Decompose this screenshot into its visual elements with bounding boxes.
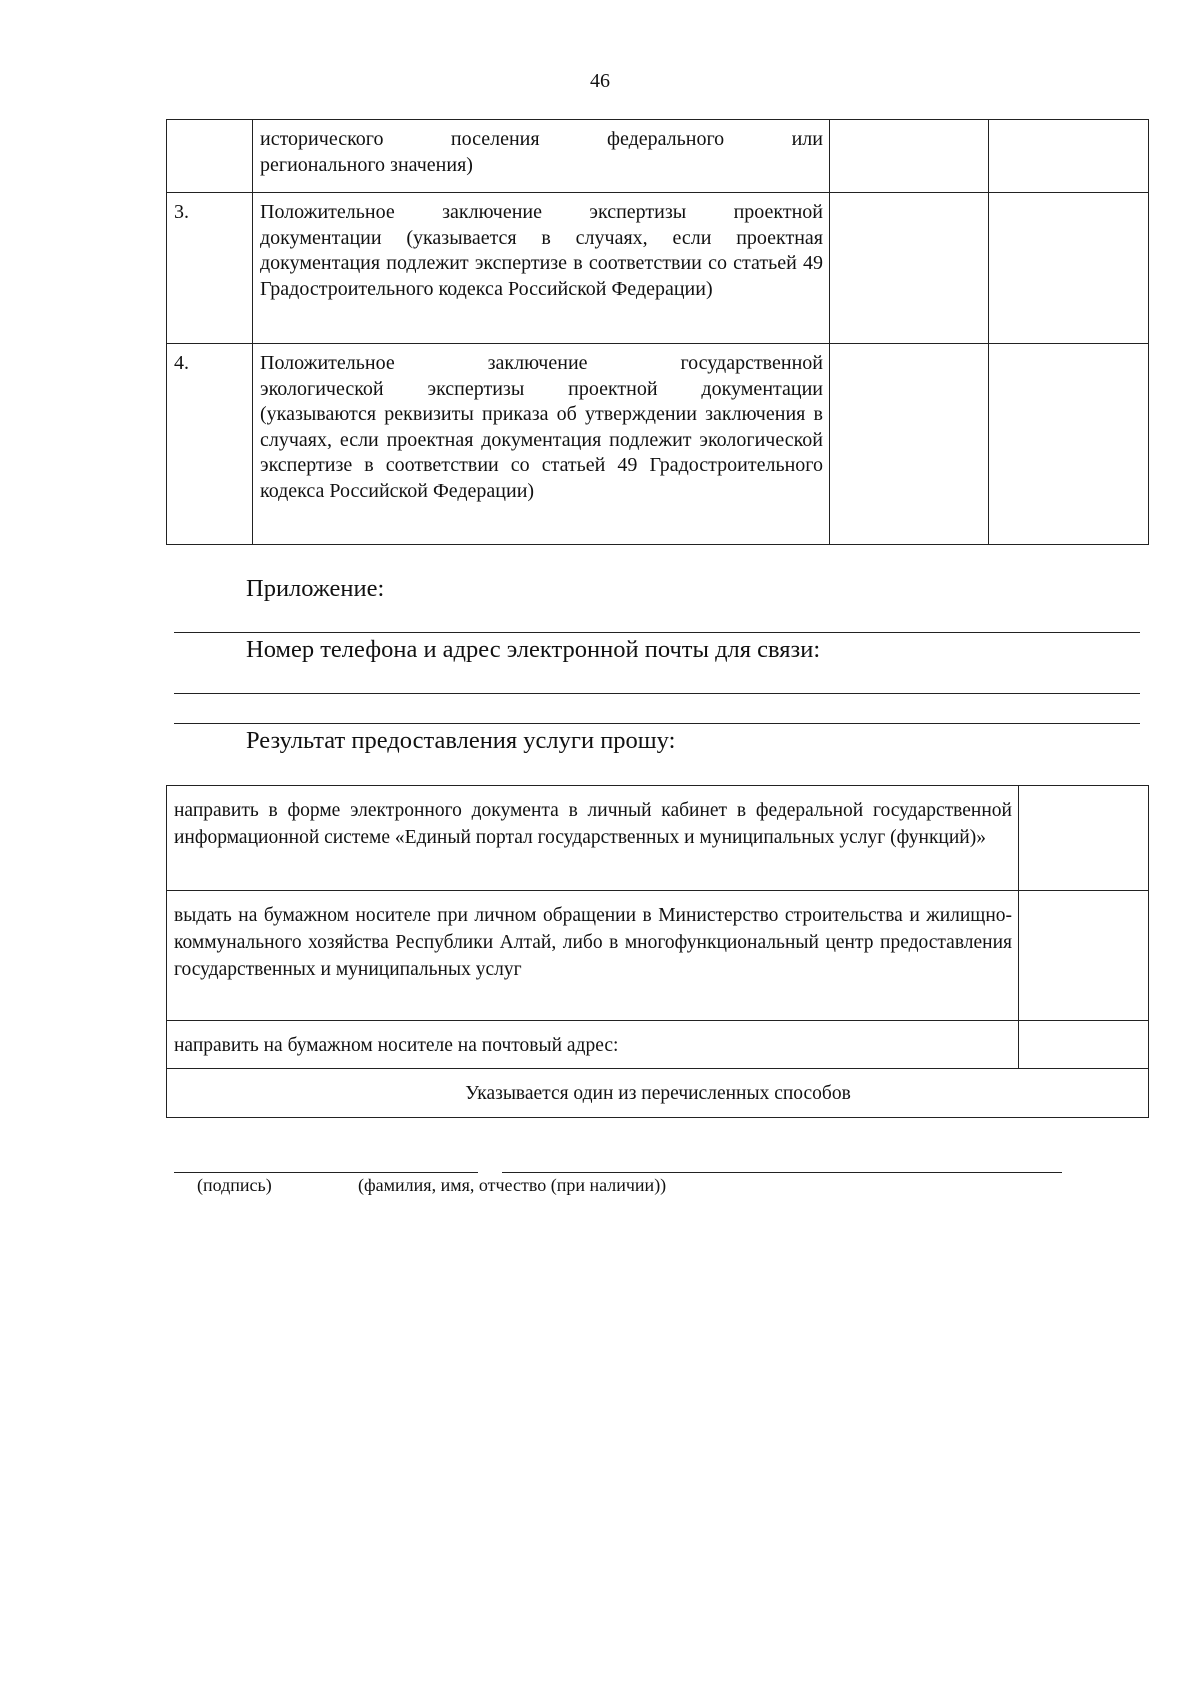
contact-label: Номер телефона и адрес электронной почты для связи: xyxy=(246,636,821,663)
option-checkbox[interactable] xyxy=(1019,1021,1149,1069)
description-rest: документации (указывается в случаях, если проектная документация подлежит экспертизе в соответствии со статьей 49 Градостроительного кодекса Российской Федерации) xyxy=(260,226,823,300)
row-number: 3. xyxy=(167,193,253,344)
table-row xyxy=(167,891,1149,1021)
page-number: 46 xyxy=(590,70,610,92)
row-number xyxy=(167,120,253,193)
table-row xyxy=(167,1021,1149,1069)
option-text-epgu: направить в форме электронного документа в личный кабинет в федеральной государственной информационной системе «Единый портал государственных и муниципальных услуг (функций)» xyxy=(167,786,1019,891)
documents-table xyxy=(166,119,1149,545)
signature-line[interactable] xyxy=(174,1172,478,1173)
result-note: Указывается один из перечисленных способов xyxy=(167,1069,1149,1118)
attachment-label: Приложение: xyxy=(246,575,385,602)
contact-line[interactable] xyxy=(174,693,1140,694)
full-name-caption: (фамилия, имя, отчество (при наличии)) xyxy=(358,1175,667,1195)
contact-line-2[interactable] xyxy=(174,723,1140,724)
result-options-table xyxy=(166,785,1149,1118)
signature-caption: (подпись) xyxy=(197,1175,272,1195)
result-request-label: Результат предоставления услуги прошу: xyxy=(246,727,676,754)
description-first-line: исторического поселения федерального или xyxy=(260,128,823,150)
document-field[interactable] xyxy=(830,344,989,545)
document-description xyxy=(253,120,830,193)
description-rest: регионального значения) xyxy=(260,153,473,176)
table-row xyxy=(167,193,1149,344)
option-checkbox[interactable] xyxy=(1019,891,1149,1021)
description-rest: экологической экспертизы проектной документации (указываются реквизиты приказа об утверждении заключения в случаях, если проектная документация подлежит экологической экспертизе в соответствии со статьей 49 Градостроительного кодекса Российской Федерации) xyxy=(260,377,823,502)
option-text-in-person: выдать на бумажном носителе при личном обращении в Министерство строительства и жилищно-коммунального хозяйства Республики Алтай, либо в многофункциональный центр предоставления государственных и муниципальных услуг xyxy=(167,891,1019,1021)
table-row xyxy=(167,120,1149,193)
table-row xyxy=(167,1069,1149,1118)
table-row xyxy=(167,344,1149,545)
attachment-line[interactable] xyxy=(174,632,1140,633)
document-field[interactable] xyxy=(989,120,1149,193)
document-field[interactable] xyxy=(989,193,1149,344)
table-row xyxy=(167,786,1149,891)
option-checkbox[interactable] xyxy=(1019,786,1149,891)
option-text-mail: направить на бумажном носителе на почтовый адрес: xyxy=(167,1021,1019,1069)
document-field[interactable] xyxy=(830,120,989,193)
full-name-line[interactable] xyxy=(502,1172,1062,1173)
document-field[interactable] xyxy=(830,193,989,344)
row-number: 4. xyxy=(167,344,253,545)
description-first-line: Положительное заключение экспертизы проектной xyxy=(260,201,823,223)
document-description xyxy=(253,344,830,545)
document-field[interactable] xyxy=(989,344,1149,545)
document-description xyxy=(253,193,830,344)
description-first-line: Положительное заключение государственной xyxy=(260,352,823,374)
